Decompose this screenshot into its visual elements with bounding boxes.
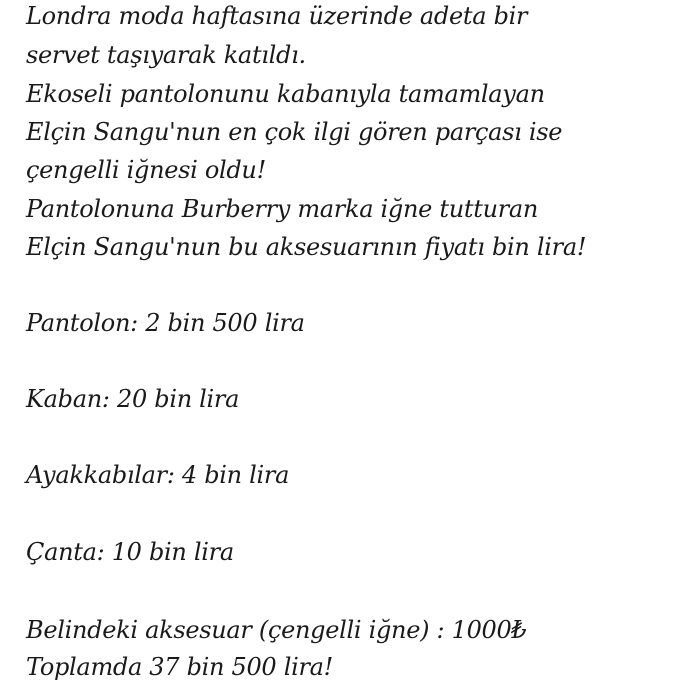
- price-ayakkabilar: Ayakkabılar: 4 bin lira: [26, 461, 290, 489]
- price-kaban: Kaban: 20 bin lira: [26, 385, 240, 413]
- price-aksesuar: Belindeki aksesuar (çengelli iğne) : 1000₺: [26, 616, 527, 644]
- price-toplam: Toplamda 37 bin 500 lira!: [26, 653, 334, 681]
- paragraph-line-6: Pantolonuna Burberry marka iğne tutturan: [26, 195, 539, 223]
- paragraph-line-7: Elçin Sangu'nun bu aksesuarının fiyatı bin lira!: [26, 233, 587, 261]
- paragraph-line-4: Elçin Sangu'nun en çok ilgi gören parçası ise: [26, 118, 563, 146]
- price-canta: Çanta: 10 bin lira: [26, 538, 234, 566]
- paragraph-line-2: servet taşıyarak katıldı.: [26, 41, 306, 69]
- paragraph-line-3: Ekoseli pantolonunu kabanıyla tamamlayan: [26, 80, 545, 108]
- paragraph-line-1: Londra moda haftasına üzerinde adeta bir: [26, 2, 528, 30]
- price-pantolon: Pantolon: 2 bin 500 lira: [26, 309, 305, 337]
- paragraph-line-5: çengelli iğnesi oldu!: [26, 156, 266, 184]
